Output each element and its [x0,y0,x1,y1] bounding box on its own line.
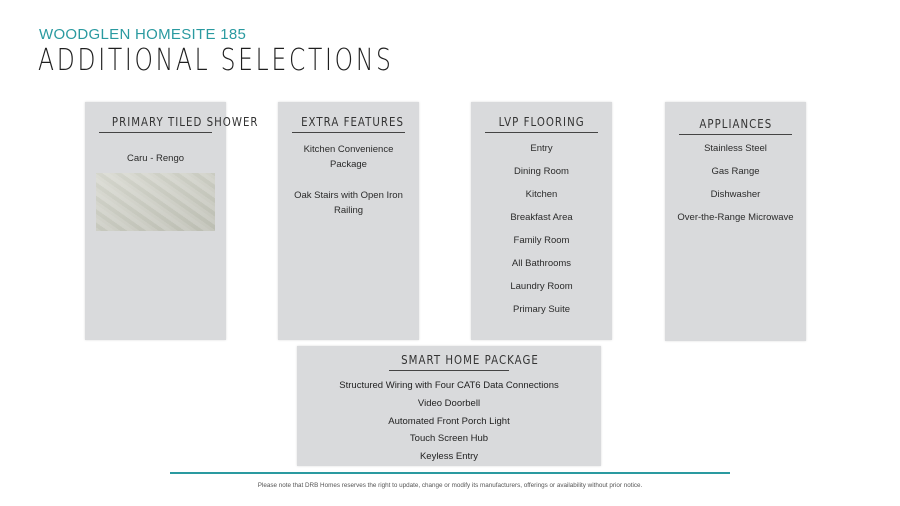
list-item: Video Doorbell [417,397,481,409]
page-title: ADDITIONAL SELECTIONS [38,43,394,78]
list-item: Laundry Room [510,281,573,292]
card-item-list [93,152,218,175]
card-item-list [669,142,802,234]
list-item: Over-the-Range Microwave [677,212,794,223]
tile-swatch-image [96,173,215,231]
card-appliances [665,102,806,341]
homesite-label: WOODGLEN HOMESITE 185 [39,26,247,43]
card-item-list [297,377,601,466]
list-item: Kitchen Convenience Package [303,144,394,170]
list-item: Structured Wiring with Four CAT6 Data Connections [339,380,559,391]
footer-disclaimer: Please note that DRB Homes reserves the right to update, change or modify its manufacturers, offerings or availability without prior notice. [257,482,643,489]
list-item: Caru - Rengo [126,153,185,164]
card-title: EXTRA FEATURES [292,115,405,133]
list-item: All Bathrooms [511,258,572,269]
list-item: Family Room [513,235,570,246]
list-item: Oak Stairs with Open Iron Railing [294,190,403,216]
list-item: Automated Front Porch Light [388,415,510,427]
list-item: Dining Room [514,166,569,177]
card-item-list [294,142,403,227]
card-lvp-flooring [471,102,612,340]
list-item: Dishwasher [710,189,761,200]
list-item: Kitchen [525,189,558,200]
list-item: Keyless Entry [419,451,479,463]
card-title: SMART HOME PACKAGE [389,353,509,371]
list-item: Primary Suite [512,304,570,315]
card-item-list [479,142,604,326]
list-item: Touch Screen Hub [409,433,489,445]
list-item: Gas Range [711,166,760,177]
list-item: Stainless Steel [704,143,767,154]
list-item: Entry [530,143,553,154]
card-primary-tiled-shower [85,102,259,340]
card-extra-features [278,102,419,340]
card-smart-home-package [297,346,601,466]
card-title: PRIMARY TILED SHOWER [99,115,212,133]
list-item: Breakfast Area [510,212,573,223]
card-title: LVP FLOORING [485,115,598,133]
card-title: APPLIANCES [679,117,792,135]
footer-divider [170,472,730,474]
